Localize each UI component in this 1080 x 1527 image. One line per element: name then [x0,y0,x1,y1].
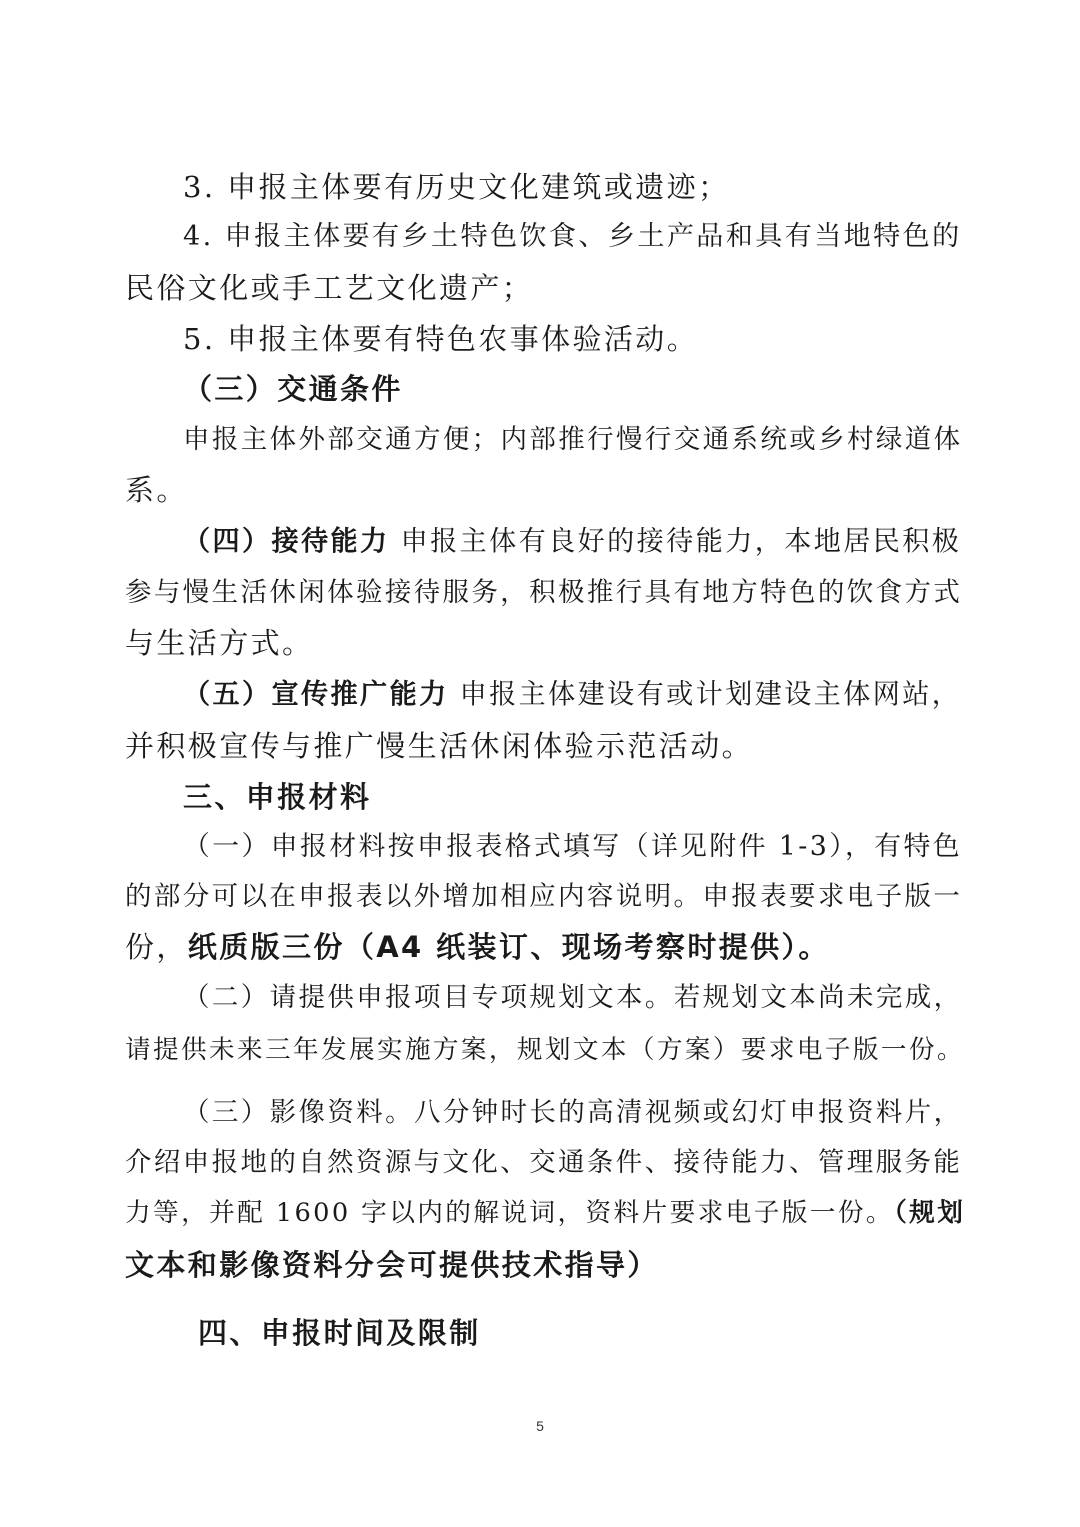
materials-item-1-line-2: 的部分可以在申报表以外增加相应内容说明。申报表要求电子版一 [125,881,963,912]
traffic-paragraph: 申报主体外部交通方便；内部推行慢行交通系统或乡村绿道体 [183,424,963,455]
materials-item-1-text: 份， [125,930,188,964]
materials-item-3-line-3 [125,1193,965,1233]
criteria-item-4: 4. 申报主体要有乡土特色饮食、乡土产品和具有当地特色的 [183,221,962,252]
materials-item-3-line-2: 介绍申报地的自然资源与文化、交通条件、接待能力、管理服务能 [125,1147,963,1178]
promotion-text: 申报主体建设有或计划建设主体网站， [448,679,962,710]
materials-paper-copies: 纸质版三份（A4 纸装订、现场考察时提供）。 [187,930,830,964]
page-number: 5 [536,1418,544,1434]
criteria-item-5: 5. 申报主体要有特色农事体验活动。 [183,322,699,356]
reception-heading: （四）接待能力 [183,526,390,557]
materials-guidance-note: （规划 [893,1198,966,1228]
criteria-item-4-cont: 民俗文化或手工艺文化遗产； [125,271,534,305]
promotion-heading: （五）宣传推广能力 [183,679,449,710]
promotion-paragraph [183,675,965,715]
reception-line-2: 参与慢生活休闲体验接待服务，积极推行具有地方特色的饮食方式 [125,577,963,608]
criteria-item-3: 3. 申报主体要有历史文化建筑或遗迹； [183,170,730,204]
promotion-line-2: 并积极宣传与推广慢生活休闲体验示范活动。 [125,729,754,763]
materials-item-2: （二）请提供申报项目专项规划文本。若规划文本尚未完成， [183,982,963,1013]
materials-item-2-line-2: 请提供未来三年发展实施方案，规划文本（方案）要求电子版一份。 [125,1035,965,1065]
materials-item-1: （一）申报材料按申报表格式填写（详见附件 1-3），有特色 [183,831,963,862]
materials-guidance-note-cont: 文本和影像资料分会可提供技术指导） [125,1248,659,1282]
section-4-title: 四、申报时间及限制 [198,1316,481,1350]
section-3-title: 三、申报材料 [183,780,372,814]
section-traffic-heading: （三）交通条件 [183,372,403,406]
reception-text: 申报主体有良好的接待能力，本地居民积极 [389,526,962,557]
traffic-paragraph-cont: 系。 [125,473,188,507]
materials-item-3: （三）影像资料。八分钟时长的高清视频或幻灯申报资料片， [183,1097,963,1128]
materials-item-1-line-3 [125,927,965,967]
reception-paragraph [183,522,965,562]
reception-line-3: 与生活方式。 [125,626,314,660]
materials-item-3-text: 力等，并配 1600 字以内的解说词，资料片要求电子版一份。 [125,1198,894,1228]
